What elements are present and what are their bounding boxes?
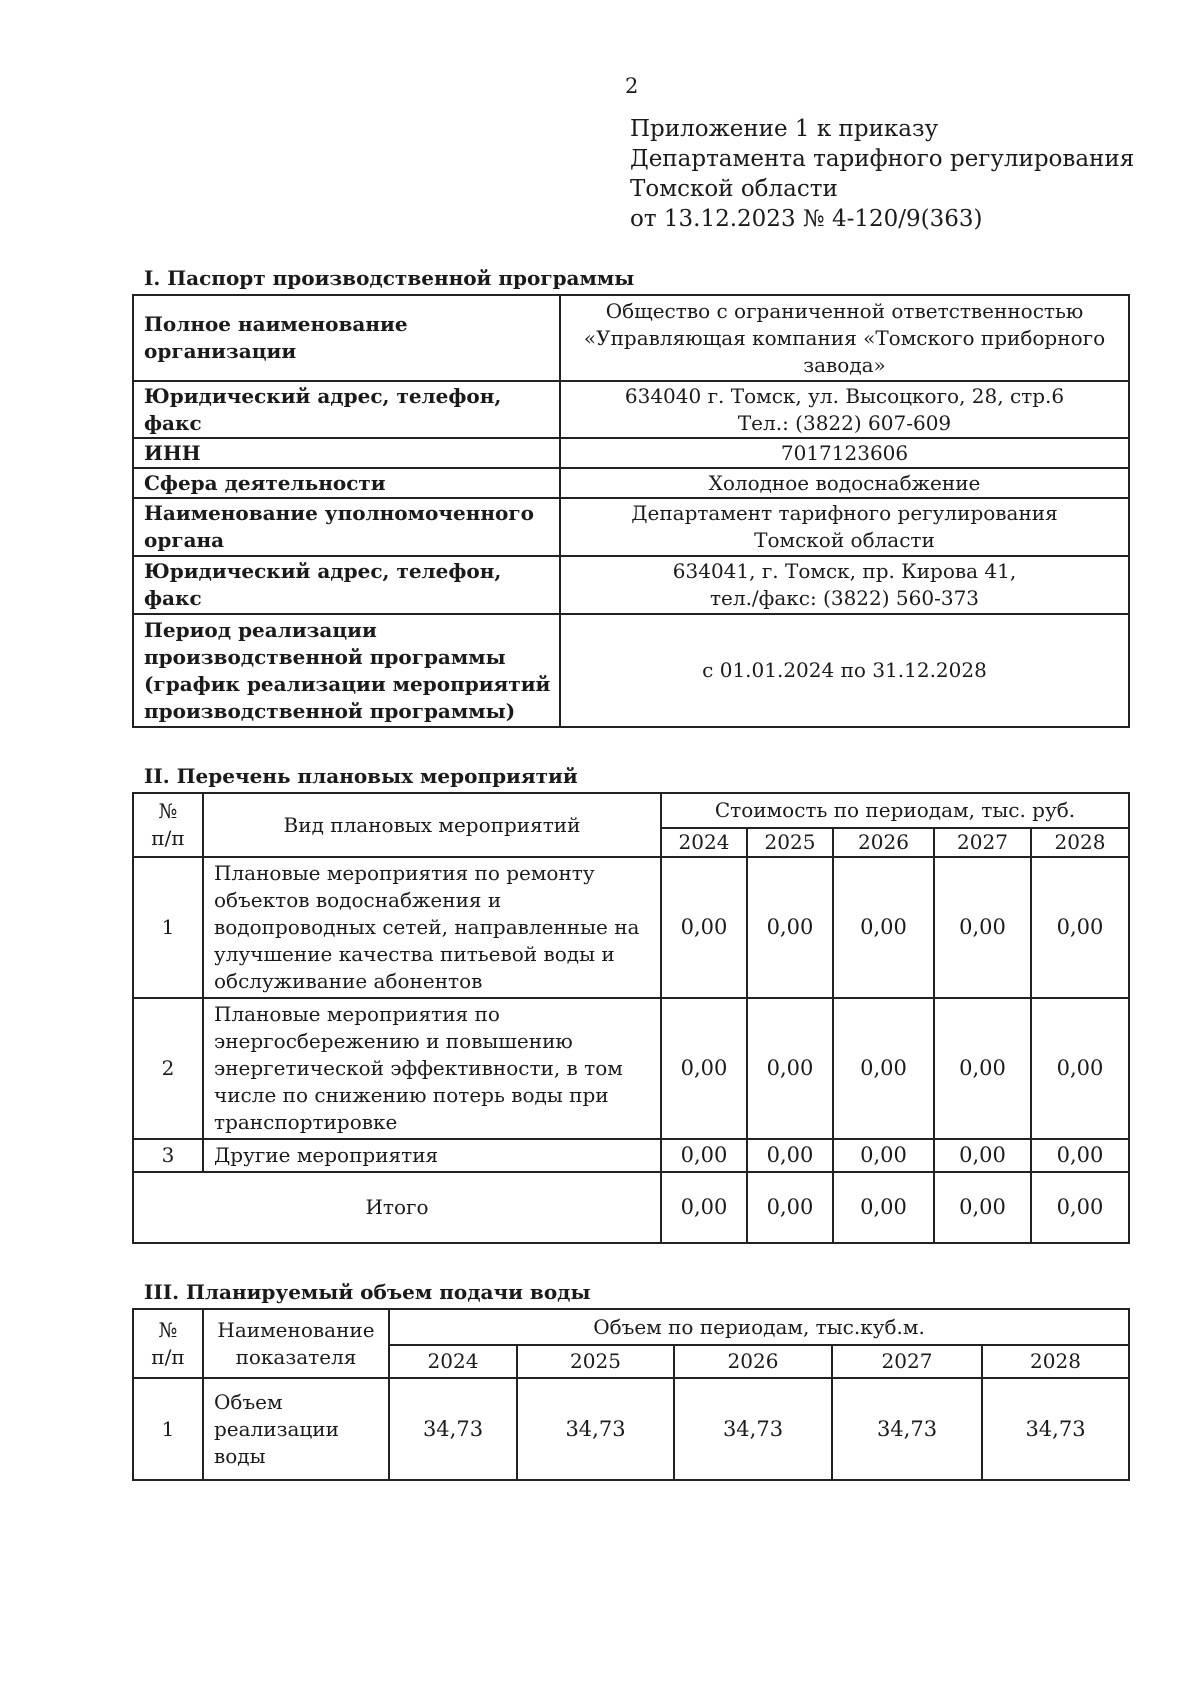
- desc-line: улучшение качества питьевой воды и: [214, 942, 615, 966]
- appendix-line: Департамента тарифного регулирования: [630, 146, 1135, 172]
- row-num: 1: [133, 1378, 203, 1480]
- table-row: [133, 1378, 1129, 1480]
- desc-line: Другие мероприятия: [214, 1143, 439, 1167]
- desc-line: Объем: [214, 1389, 283, 1414]
- section-title-passport: I. Паспорт производственной программы: [144, 266, 635, 290]
- table-row: [133, 498, 1129, 556]
- passport-label: [133, 498, 560, 556]
- desc-line: реализации: [214, 1416, 339, 1441]
- table-row: [133, 438, 1129, 468]
- header-year: 2028: [1031, 828, 1129, 857]
- value-line: с 01.01.2024 по 31.12.2028: [702, 658, 987, 682]
- label-line: ИНН: [144, 440, 201, 465]
- cost-value: 0,00: [934, 857, 1031, 998]
- passport-value: [560, 438, 1129, 468]
- cost-value: 0,00: [1031, 1139, 1129, 1172]
- row-num: 1: [133, 857, 203, 998]
- passport-label: [133, 468, 560, 498]
- volume-value: 34,73: [982, 1378, 1129, 1480]
- table-row: [133, 381, 1129, 438]
- header-year: 2026: [674, 1345, 832, 1378]
- value-line: тел./факс: (3822) 560-373: [709, 586, 980, 610]
- volume-value: 34,73: [674, 1378, 832, 1480]
- total-value: 0,00: [661, 1172, 747, 1243]
- row-num: 2: [133, 998, 203, 1139]
- volume-value: 34,73: [517, 1378, 674, 1480]
- header-line: №: [158, 799, 178, 823]
- passport-value: [560, 556, 1129, 614]
- appendix-line: Томской области: [630, 176, 838, 202]
- cost-value: 0,00: [833, 1139, 934, 1172]
- value-line: «Управляющая компания «Томского приборного: [583, 325, 1106, 350]
- desc-line: воды: [214, 1443, 266, 1468]
- table-row: [133, 556, 1129, 614]
- value-line: Холодное водоснабжение: [708, 470, 981, 495]
- cost-value: 0,00: [934, 1139, 1031, 1172]
- cost-value: 0,00: [747, 1139, 833, 1172]
- label-line: Наименование уполномоченного: [144, 501, 534, 525]
- header-year: 2026: [833, 828, 934, 857]
- volume-value: 34,73: [389, 1378, 517, 1480]
- table-row: [133, 1139, 1129, 1172]
- section-title-volume: III. Планируемый объем подачи воды: [144, 1280, 591, 1304]
- total-value: 0,00: [1031, 1172, 1129, 1243]
- row-desc: [203, 857, 661, 998]
- desc-line: энергетической эффективности, в том: [214, 1056, 623, 1080]
- header-name: Вид плановых мероприятий: [203, 793, 661, 857]
- total-value: 0,00: [747, 1172, 833, 1243]
- value-line: 634041, г. Томск, пр. Кирова 41,: [672, 559, 1017, 583]
- label-line: производственной программы): [144, 698, 516, 723]
- measures-table: [132, 792, 1130, 1244]
- label-line: Период реализации: [144, 617, 377, 642]
- desc-line: обслуживание абонентов: [214, 969, 483, 993]
- header-line: п/п: [151, 1344, 185, 1369]
- header-cost: Стоимость по периодам, тыс. руб.: [661, 793, 1129, 828]
- volume-table: [132, 1308, 1130, 1481]
- header-line: п/п: [151, 826, 185, 850]
- label-line: производственной программы: [144, 644, 506, 669]
- cost-value: 0,00: [661, 1139, 747, 1172]
- value-line: 7017123606: [780, 440, 909, 465]
- header-num: [133, 793, 203, 857]
- table-row: [133, 857, 1129, 998]
- cost-value: 0,00: [833, 998, 934, 1139]
- header-year: 2024: [661, 828, 747, 857]
- table-row: [133, 295, 1129, 381]
- label-line: Полное наименование организации: [144, 312, 408, 363]
- passport-value: [560, 295, 1129, 381]
- table-header-row: [133, 1309, 1129, 1345]
- cost-value: 0,00: [661, 998, 747, 1139]
- passport-label: [133, 381, 560, 438]
- desc-line: энергосбережению и повышению: [214, 1029, 573, 1053]
- header-year: 2024: [389, 1345, 517, 1378]
- desc-line: Плановые мероприятия по ремонту: [214, 861, 595, 885]
- value-line: завода»: [803, 352, 886, 377]
- page-number: 2: [625, 74, 639, 98]
- row-desc: [203, 1378, 389, 1480]
- table-row: [133, 614, 1129, 727]
- passport-value: [560, 381, 1129, 438]
- table-row: [133, 468, 1129, 498]
- header-year: 2028: [982, 1345, 1129, 1378]
- header-num: [133, 1309, 203, 1378]
- total-value: 0,00: [934, 1172, 1031, 1243]
- cost-value: 0,00: [833, 857, 934, 998]
- desc-line: Плановые мероприятия по: [214, 1002, 500, 1026]
- passport-value: [560, 498, 1129, 556]
- table-header-row: [133, 793, 1129, 828]
- cost-value: 0,00: [747, 998, 833, 1139]
- label-line: Сфера деятельности: [144, 470, 386, 495]
- header-name: [203, 1309, 389, 1378]
- total-label: Итого: [133, 1172, 661, 1243]
- passport-value: [560, 468, 1129, 498]
- value-line: Тел.: (3822) 607-609: [737, 410, 952, 435]
- total-value: 0,00: [833, 1172, 934, 1243]
- header-volume: Объем по периодам, тыс.куб.м.: [389, 1309, 1129, 1345]
- cost-value: 0,00: [1031, 998, 1129, 1139]
- label-line: (график реализации мероприятий: [144, 671, 551, 696]
- cost-value: 0,00: [661, 857, 747, 998]
- volume-value: 34,73: [832, 1378, 982, 1480]
- header-year: 2027: [934, 828, 1031, 857]
- header-line: №: [158, 1317, 178, 1342]
- appendix-header: [630, 114, 1134, 234]
- value-line: Общество с ограниченной ответственностью: [605, 298, 1084, 323]
- desc-line: транспортировке: [214, 1110, 398, 1134]
- header-line: Наименование: [217, 1317, 375, 1342]
- row-desc: [203, 1139, 661, 1172]
- value-line: Томской области: [754, 528, 935, 552]
- desc-line: водопроводных сетей, направленные на: [214, 915, 640, 939]
- passport-label: [133, 295, 560, 381]
- passport-label: [133, 614, 560, 727]
- passport-label: [133, 438, 560, 468]
- appendix-line: Приложение 1 к приказу: [630, 116, 939, 142]
- desc-line: объектов водоснабжения и: [214, 888, 502, 912]
- value-line: 634040 г. Томск, ул. Высоцкого, 28, стр.6: [624, 383, 1065, 408]
- header-year: 2025: [517, 1345, 674, 1378]
- table-row: [133, 998, 1129, 1139]
- row-num: 3: [133, 1139, 203, 1172]
- desc-line: числе по снижению потерь воды при: [214, 1083, 609, 1107]
- passport-label: [133, 556, 560, 614]
- section-title-measures: II. Перечень плановых мероприятий: [144, 764, 578, 788]
- appendix-line: от 13.12.2023 № 4-120/9(363): [630, 206, 983, 232]
- label-line: Юридический адрес, телефон, факс: [144, 383, 502, 435]
- value-line: Департамент тарифного регулирования: [631, 501, 1058, 525]
- label-line: органа: [144, 528, 225, 552]
- passport-value: [560, 614, 1129, 727]
- cost-value: 0,00: [1031, 857, 1129, 998]
- passport-table: [132, 294, 1130, 728]
- header-line: показателя: [235, 1344, 357, 1369]
- cost-value: 0,00: [747, 857, 833, 998]
- row-desc: [203, 998, 661, 1139]
- label-line: Юридический адрес, телефон, факс: [144, 559, 502, 610]
- cost-value: 0,00: [934, 998, 1031, 1139]
- table-row-total: [133, 1172, 1129, 1243]
- header-year: 2027: [832, 1345, 982, 1378]
- header-year: 2025: [747, 828, 833, 857]
